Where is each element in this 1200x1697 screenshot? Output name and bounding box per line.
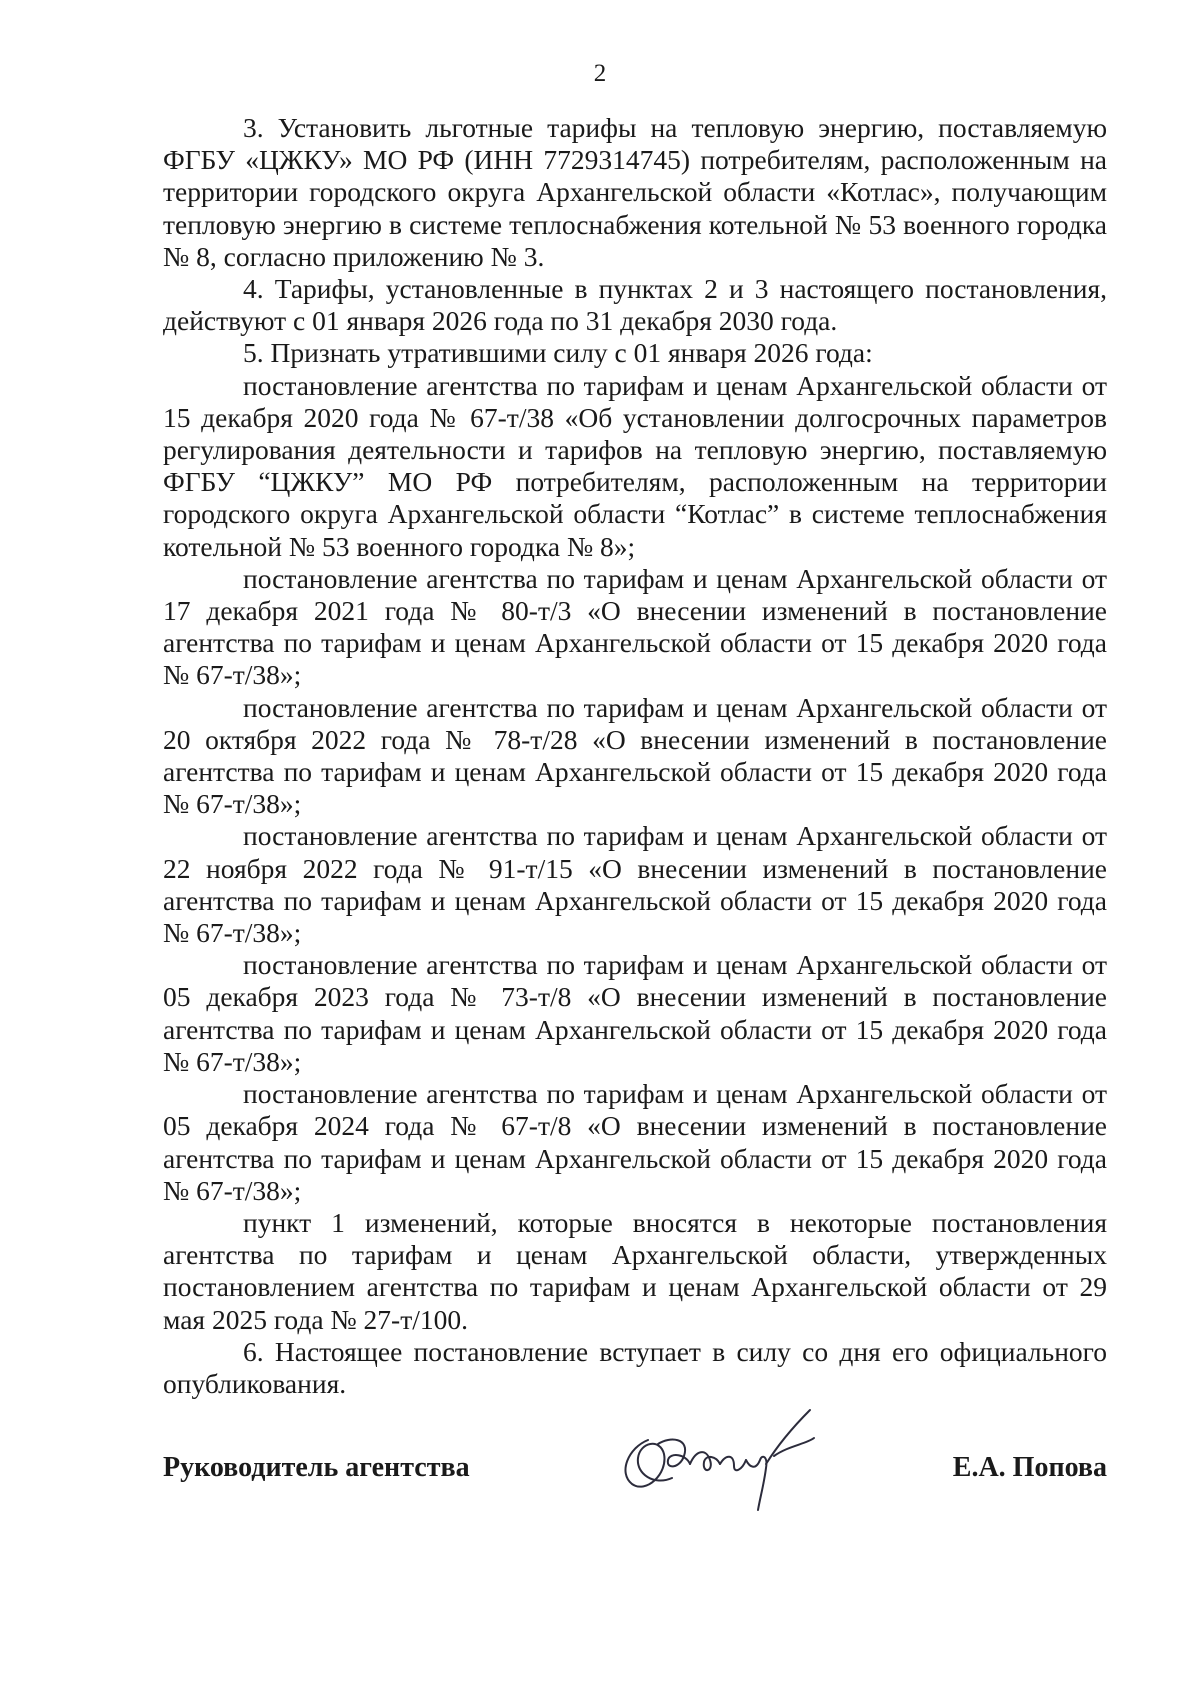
- repealed-act-7: пункт 1 изменений, которые вносятся в некоторые постановления агентства по тарифам и ценам Архангельской области, утвержденных постановлением агентства по тарифам и ценам Архангельской области от 29 мая 2025 года № 27-т/100.: [163, 1206, 1107, 1335]
- paragraph-item-3: 3. Установить льготные тарифы на тепловую энергию, поставляемую ФГБУ «ЦЖКУ» МО РФ (ИНН 7729314745) потребителям, расположенным на территории городского округа Архангельской области «Котлас», получающим тепловую энергию в системе теплоснабжения котельной № 53 военного городка № 8, согласно приложению № 3.: [163, 112, 1107, 272]
- paragraph-item-6: 6. Настоящее постановление вступает в силу со дня его официального опубликования.: [163, 1335, 1107, 1399]
- repealed-act-4: постановление агентства по тарифам и ценам Архангельской области от 22 ноября 2022 года № 91-т/15 «О внесении изменений в постановление агентства по тарифам и ценам Архангельской области от 15 декабря 2020 года № 67-т/38»;: [163, 820, 1107, 949]
- repealed-act-2: постановление агентства по тарифам и ценам Архангельской области от 17 декабря 2021 года № 80-т/3 «О внесении изменений в постановление агентства по тарифам и ценам Архангельской области от 15 декабря 2020 года № 67-т/38»;: [163, 562, 1107, 691]
- signatory-position: Руководитель агентства: [163, 1452, 470, 1483]
- paragraph-item-5: 5. Признать утратившими силу с 01 января 2026 года:: [243, 337, 873, 369]
- repealed-act-5: постановление агентства по тарифам и ценам Архангельской области от 05 декабря 2023 года № 73-т/8 «О внесении изменений в постановление агентства по тарифам и ценам Архангельской области от 15 декабря 2020 года № 67-т/38»;: [163, 949, 1107, 1077]
- signatory-name: Е.А. Попова: [952, 1452, 1107, 1483]
- signature-block: [163, 1452, 1107, 1492]
- repealed-act-3: постановление агентства по тарифам и ценам Архангельской области от 20 октября 2022 года № 78-т/28 «О внесении изменений в постановление агентства по тарифам и ценам Архангельской области от 15 декабря 2020 года № 67-т/38»;: [163, 691, 1107, 820]
- repealed-act-6: постановление агентства по тарифам и ценам Архангельской области от 05 декабря 2024 года № 67-т/8 «О внесении изменений в постановление агентства по тарифам и ценам Архангельской области от 15 декабря 2020 года № 67-т/38»;: [163, 1078, 1107, 1206]
- document-body: [163, 112, 1107, 1400]
- paragraph-item-4: 4. Тарифы, установленные в пунктах 2 и 3 настоящего постановления, действуют с 01 января 2026 года по 31 декабря 2030 года.: [163, 273, 1107, 337]
- repealed-act-1: постановление агентства по тарифам и ценам Архангельской области от 15 декабря 2020 года № 67-т/38 «Об установлении долгосрочных параметров регулирования деятельности и тарифов на тепловую энергию, поставляемую ФГБУ “ЦЖКУ” МО РФ потребителям, расположенным на территории городского округа Архангельской области “Котлас” в системе теплоснабжения котельной № 53 военного городка № 8»;: [163, 369, 1107, 562]
- page-number: 2: [593, 60, 607, 87]
